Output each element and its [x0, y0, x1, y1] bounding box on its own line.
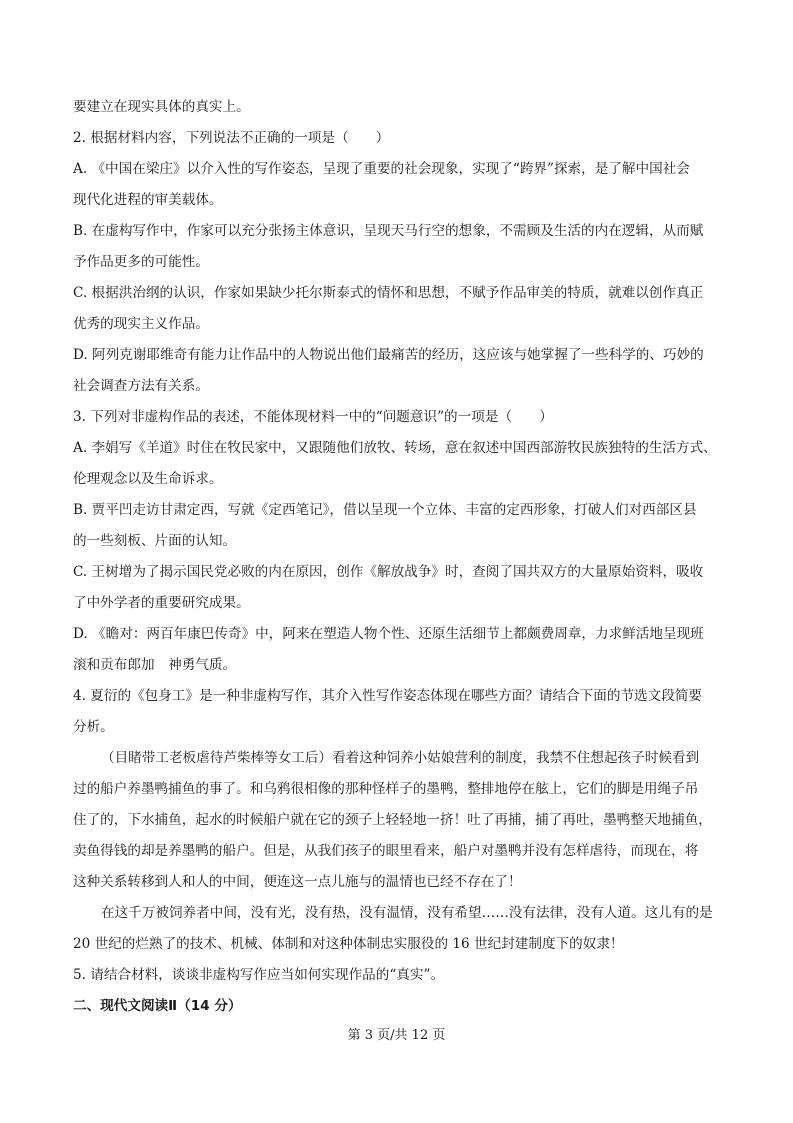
text-line: 的一些刻板、片面的认知。	[73, 533, 237, 549]
option-a: A. 李娟写《羊道》时住在牧民家中，又跟随他们放牧、转场，意在叙述中国西部游牧民族独特的生活方式、	[73, 440, 717, 456]
text-line: 过的船户养墨鸭捕鱼的事了。和乌鸦很相像的那种怪样子的墨鸭，整排地停在舷上，它们的脚是用绳子吊	[73, 781, 699, 797]
question-4-stem: 4. 夏衍的《包身工》是一种非虚构写作，其介入性写作姿态体现在哪些方面？请结合下面的节选文段简要	[73, 688, 703, 704]
page-footer: 第 3 页/共 12 页	[347, 1028, 446, 1043]
question-3-stem: 3. 下列对非虚构作品的表述，不能体现材料一中的“问题意识”的一项是（ ）	[73, 409, 553, 425]
section-heading: 二、现代文阅读Ⅱ（14 分）	[73, 998, 242, 1014]
text-line: 分析。	[73, 719, 114, 735]
text-line: 这种关系转移到人和人的中间，便连这一点儿施与的温情也已经不存在了！	[73, 874, 522, 890]
text-line: 20 世纪的烂熟了的技术、机械、体制和对这种体制忠实服役的 16 世纪封建制度下的奴隶！	[73, 936, 624, 952]
option-b: B. 贾平凹走访甘肃定西，写就《定西笔记》，借以呈现一个立体、丰富的定西形象，打破人们对西部区县	[73, 502, 697, 518]
option-c: C. 王树增为了揭示国民党必败的内在原因，创作《解放战争》时，查阅了国共双方的大量原始资料，吸收	[73, 564, 704, 580]
text-line: 现代化进程的审美载体。	[73, 192, 223, 208]
excerpt-paragraph-2: 在这千万被饲养者中间，没有光，没有热，没有温情，没有希望……没有法律，没有人道。这儿有的是	[101, 905, 713, 921]
option-d: D. 阿列克谢耶维奇有能力让作品中的人物说出他们最痛苦的经历，这应该与她掌握了一些科学的、巧妙的	[73, 347, 704, 363]
text-line: 优秀的现实主义作品。	[73, 316, 209, 332]
text-line: 了中外学者的重要研究成果。	[73, 595, 250, 611]
question-5-stem: 5. 请结合材料，谈谈非虚构写作应当如何实现作品的“真实”。	[73, 967, 445, 983]
text-line: 伦理观念以及生命诉求。	[73, 471, 223, 487]
option-d: D. 《瞻对：两百年康巴传奇》中，阿来在塑造人物个性、还原生活细节上都颇费周章，力求鲜活地呈现班	[73, 626, 704, 642]
text-line: 滚和贡布郎加 神勇气质。	[73, 657, 237, 673]
option-b: B. 在虚构写作中，作家可以充分张扬主体意识，呈现天马行空的想象，不需顾及生活的内在逻辑，从而赋	[73, 223, 704, 239]
document-body	[73, 92, 727, 1022]
text-line: 予作品更多的可能性。	[73, 254, 209, 270]
text-line: 卖鱼得钱的却是养墨鸭的船户。但是，从我们孩子的眼里看来，船户对墨鸭并没有怎样虐待，而现在，将	[73, 843, 699, 859]
text-line: 住了的，下水捕鱼，起水的时候船户就在它的颈子上轻轻地一挤！吐了再捕，捕了再吐，墨鸭整天地捕鱼，	[73, 812, 712, 828]
text-line: 要建立在现实具体的真实上。	[73, 99, 250, 115]
text-line: 社会调查方法有关系。	[73, 378, 209, 394]
option-a: A. 《中国在梁庄》以介入性的写作姿态，呈现了重要的社会现象，实现了“跨界”探索，是了解中国社会	[73, 161, 690, 177]
excerpt-paragraph-1: （目睹带工老板虐待芦柴棒等女工后）看着这种饲养小姑娘营利的制度，我禁不住想起孩子时候看到	[101, 750, 700, 766]
option-c: C. 根据洪治纲的认识，作家如果缺少托尔斯泰式的情怀和思想，不赋予作品审美的特质，就难以创作真正	[73, 285, 704, 301]
question-2-stem: 2. 根据材料内容，下列说法不正确的一项是（ ）	[73, 130, 390, 146]
